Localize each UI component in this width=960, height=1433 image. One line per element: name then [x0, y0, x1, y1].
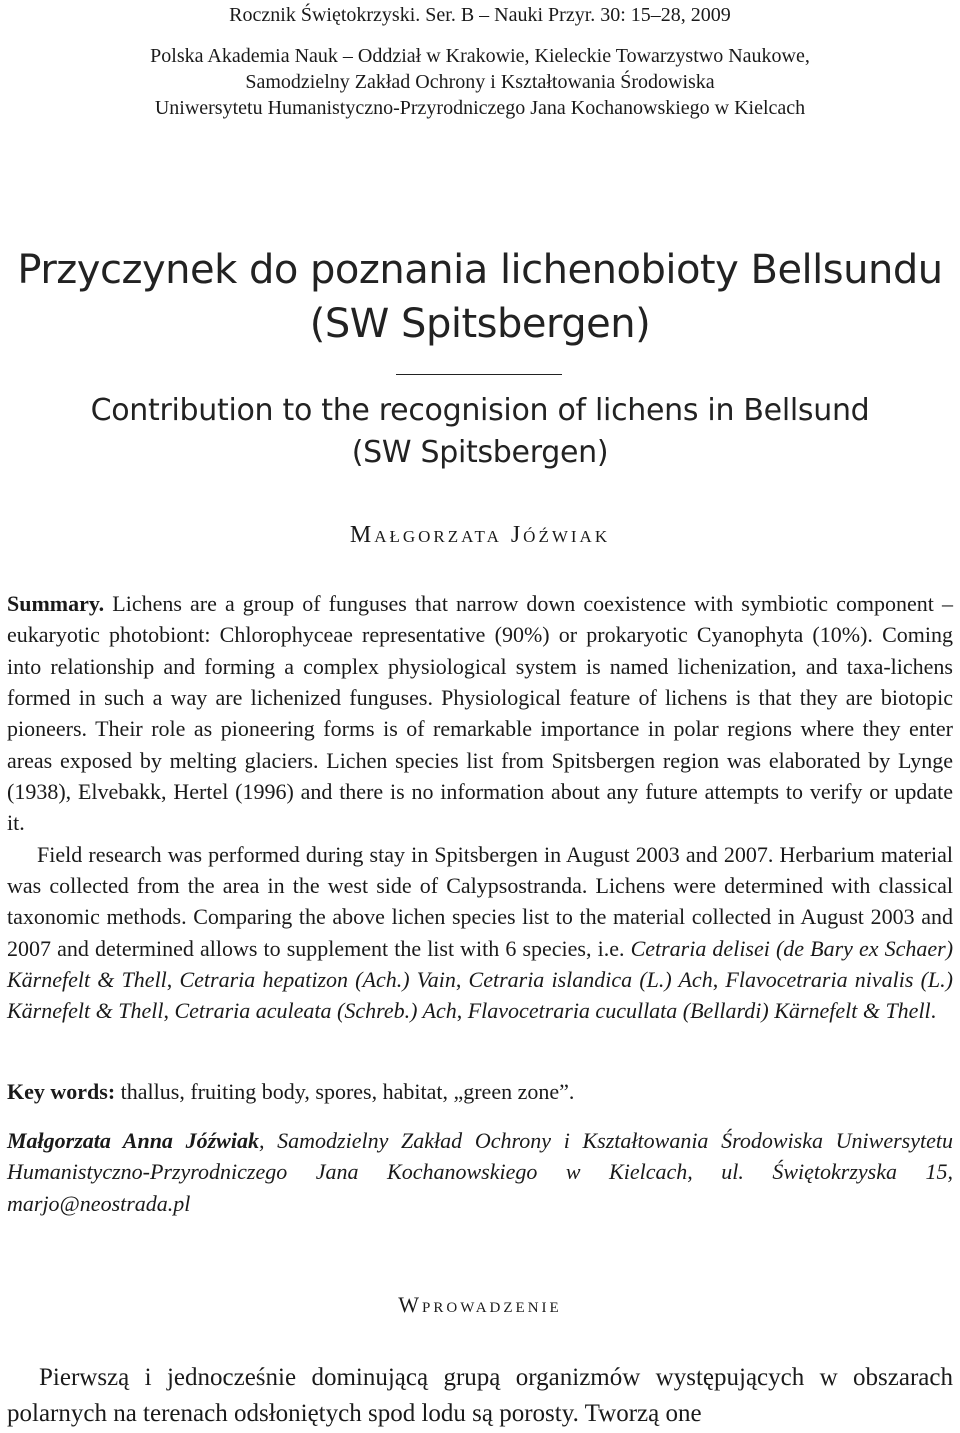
species-name: Cetraria hepatizon (Ach.) Vain — [179, 967, 456, 993]
species-name: Cetraria delisei (de Bary ex Schaer) Kärnefelt & Thell — [7, 935, 954, 993]
species-name: Cetraria aculeata (Schreb.) Ach — [174, 998, 457, 1024]
title-polish: Przyczynek do poznania lichenobioty Bellsundu — [17, 247, 943, 293]
keywords — [7, 1076, 953, 1107]
affiliation-text: , Samodzielny Zakład Ochrony i Kształtowania Środowiska Uniwersytetu Humanistyczno-Przyrodniczego Jana Kochanowskiego w Kielcach, ul. Świętokrzyska 15, marjo@neostrada.pl — [7, 1128, 953, 1216]
summary-text: Lichens are a group of funguses that narrow down coexistence with symbiotic component – eukaryotic photobiont: Chlorophyceae representative (90%) or prokaryotic Cyanophyta (10%). Coming into relationship and forming a complex physiological system is named lichenization, and taxa-lichens formed in such a way are lichenized funguses. Physiological feature of lichens is that they are biotopic pioneers. Their role as pioneering forms is of remarkable importance in polar regions where they enter areas exposed by melting glaciers. Lichen species list from Spitsbergen region was elaborated by Lynge (1938), Elvebakk, Hertel (1996) and there is no information about any future attempts to verify or update it. — [7, 591, 954, 836]
title-english: Contribution to the recognision of lichens in Bellsund — [90, 393, 870, 428]
intro-paragraph: Pierwszą i jednocześnie dominującą grupą organizmów występujących w obszarach polarnych na terenach odsłoniętych spod lodu są porosty. Tworzą one — [7, 1364, 953, 1427]
summary-paragraph — [7, 588, 953, 839]
summary-paragraph: Field research was performed during stay in Spitsbergen in August 2003 and 2007. Herbarium material was collected from the area in the west side of Calypsostranda. Lichens were determined with classical taxonomic methods. Comparing the above lichen species list to the material collected in August 2003 and 2007 and determined allows to supplement the list with 6 species, i.e. Cetraria delisei (de Bary ex Schaer) Kärnefelt & Thell, Cetraria hepatizon (Ach.) Vain, Cetraria islandica (L.) Ach, Flavocetraria nivalis (L.) Kärnefelt & Thell, Cetraria aculeata (Schreb.) Ach, Flavocetraria cucullata (Bellardi) Kärnefelt & Thell. — [7, 841, 954, 1024]
institution-line: Uniwersytetu Humanistyczno-Przyrodniczego Jana Kochanowskiego w Kielcach — [154, 97, 806, 119]
title-english-location: (SW Spitsbergen) — [351, 435, 609, 470]
title-divider — [396, 374, 562, 375]
institution-line: Samodzielny Zakład Ochrony i Kształtowania Środowiska — [245, 71, 715, 93]
author-name: Małgorzata Jóźwiak — [349, 522, 611, 548]
affiliation-name: Małgorzata Anna Jóźwiak — [7, 1128, 259, 1153]
keywords-text: thallus, fruiting body, spores, habitat, „green zone”. — [120, 1079, 575, 1104]
journal-citation: Rocznik Świętokrzyski. Ser. B – Nauki Przyr. 30: 15–28, 2009 — [229, 4, 731, 26]
species-name: Flavocetraria cucullata (Bellardi) Kärnefelt & Thell — [467, 998, 931, 1024]
keywords-label: Key words: — [7, 1079, 116, 1104]
summary-section — [7, 588, 953, 1027]
summary-text: Field research was performed during stay in Spitsbergen in August 2003 and 2007. Herbarium material was collected from the area in the west side of Calypsostranda. Lichens were determined with classical taxonomic methods. Comparing the above lichen species list to the material collected in August 2003 and 2007 and determined allows to supplement the list with 6 species, i.e. — [7, 841, 953, 961]
title-polish-location: (SW Spitsbergen) — [309, 301, 651, 347]
institution-line: Polska Akademia Nauk – Oddział w Krakowie, Kieleckie Towarzystwo Naukowe, — [150, 45, 810, 67]
species-name: Cetraria islandica (L.) Ach — [468, 967, 713, 993]
section-heading: Wprowadzenie — [398, 1292, 562, 1317]
summary-label: Summary. — [7, 591, 105, 616]
species-name: Flavocetraria nivalis (L.) Kärnefelt & Thell — [7, 967, 953, 1024]
author-affiliation — [7, 1125, 953, 1219]
